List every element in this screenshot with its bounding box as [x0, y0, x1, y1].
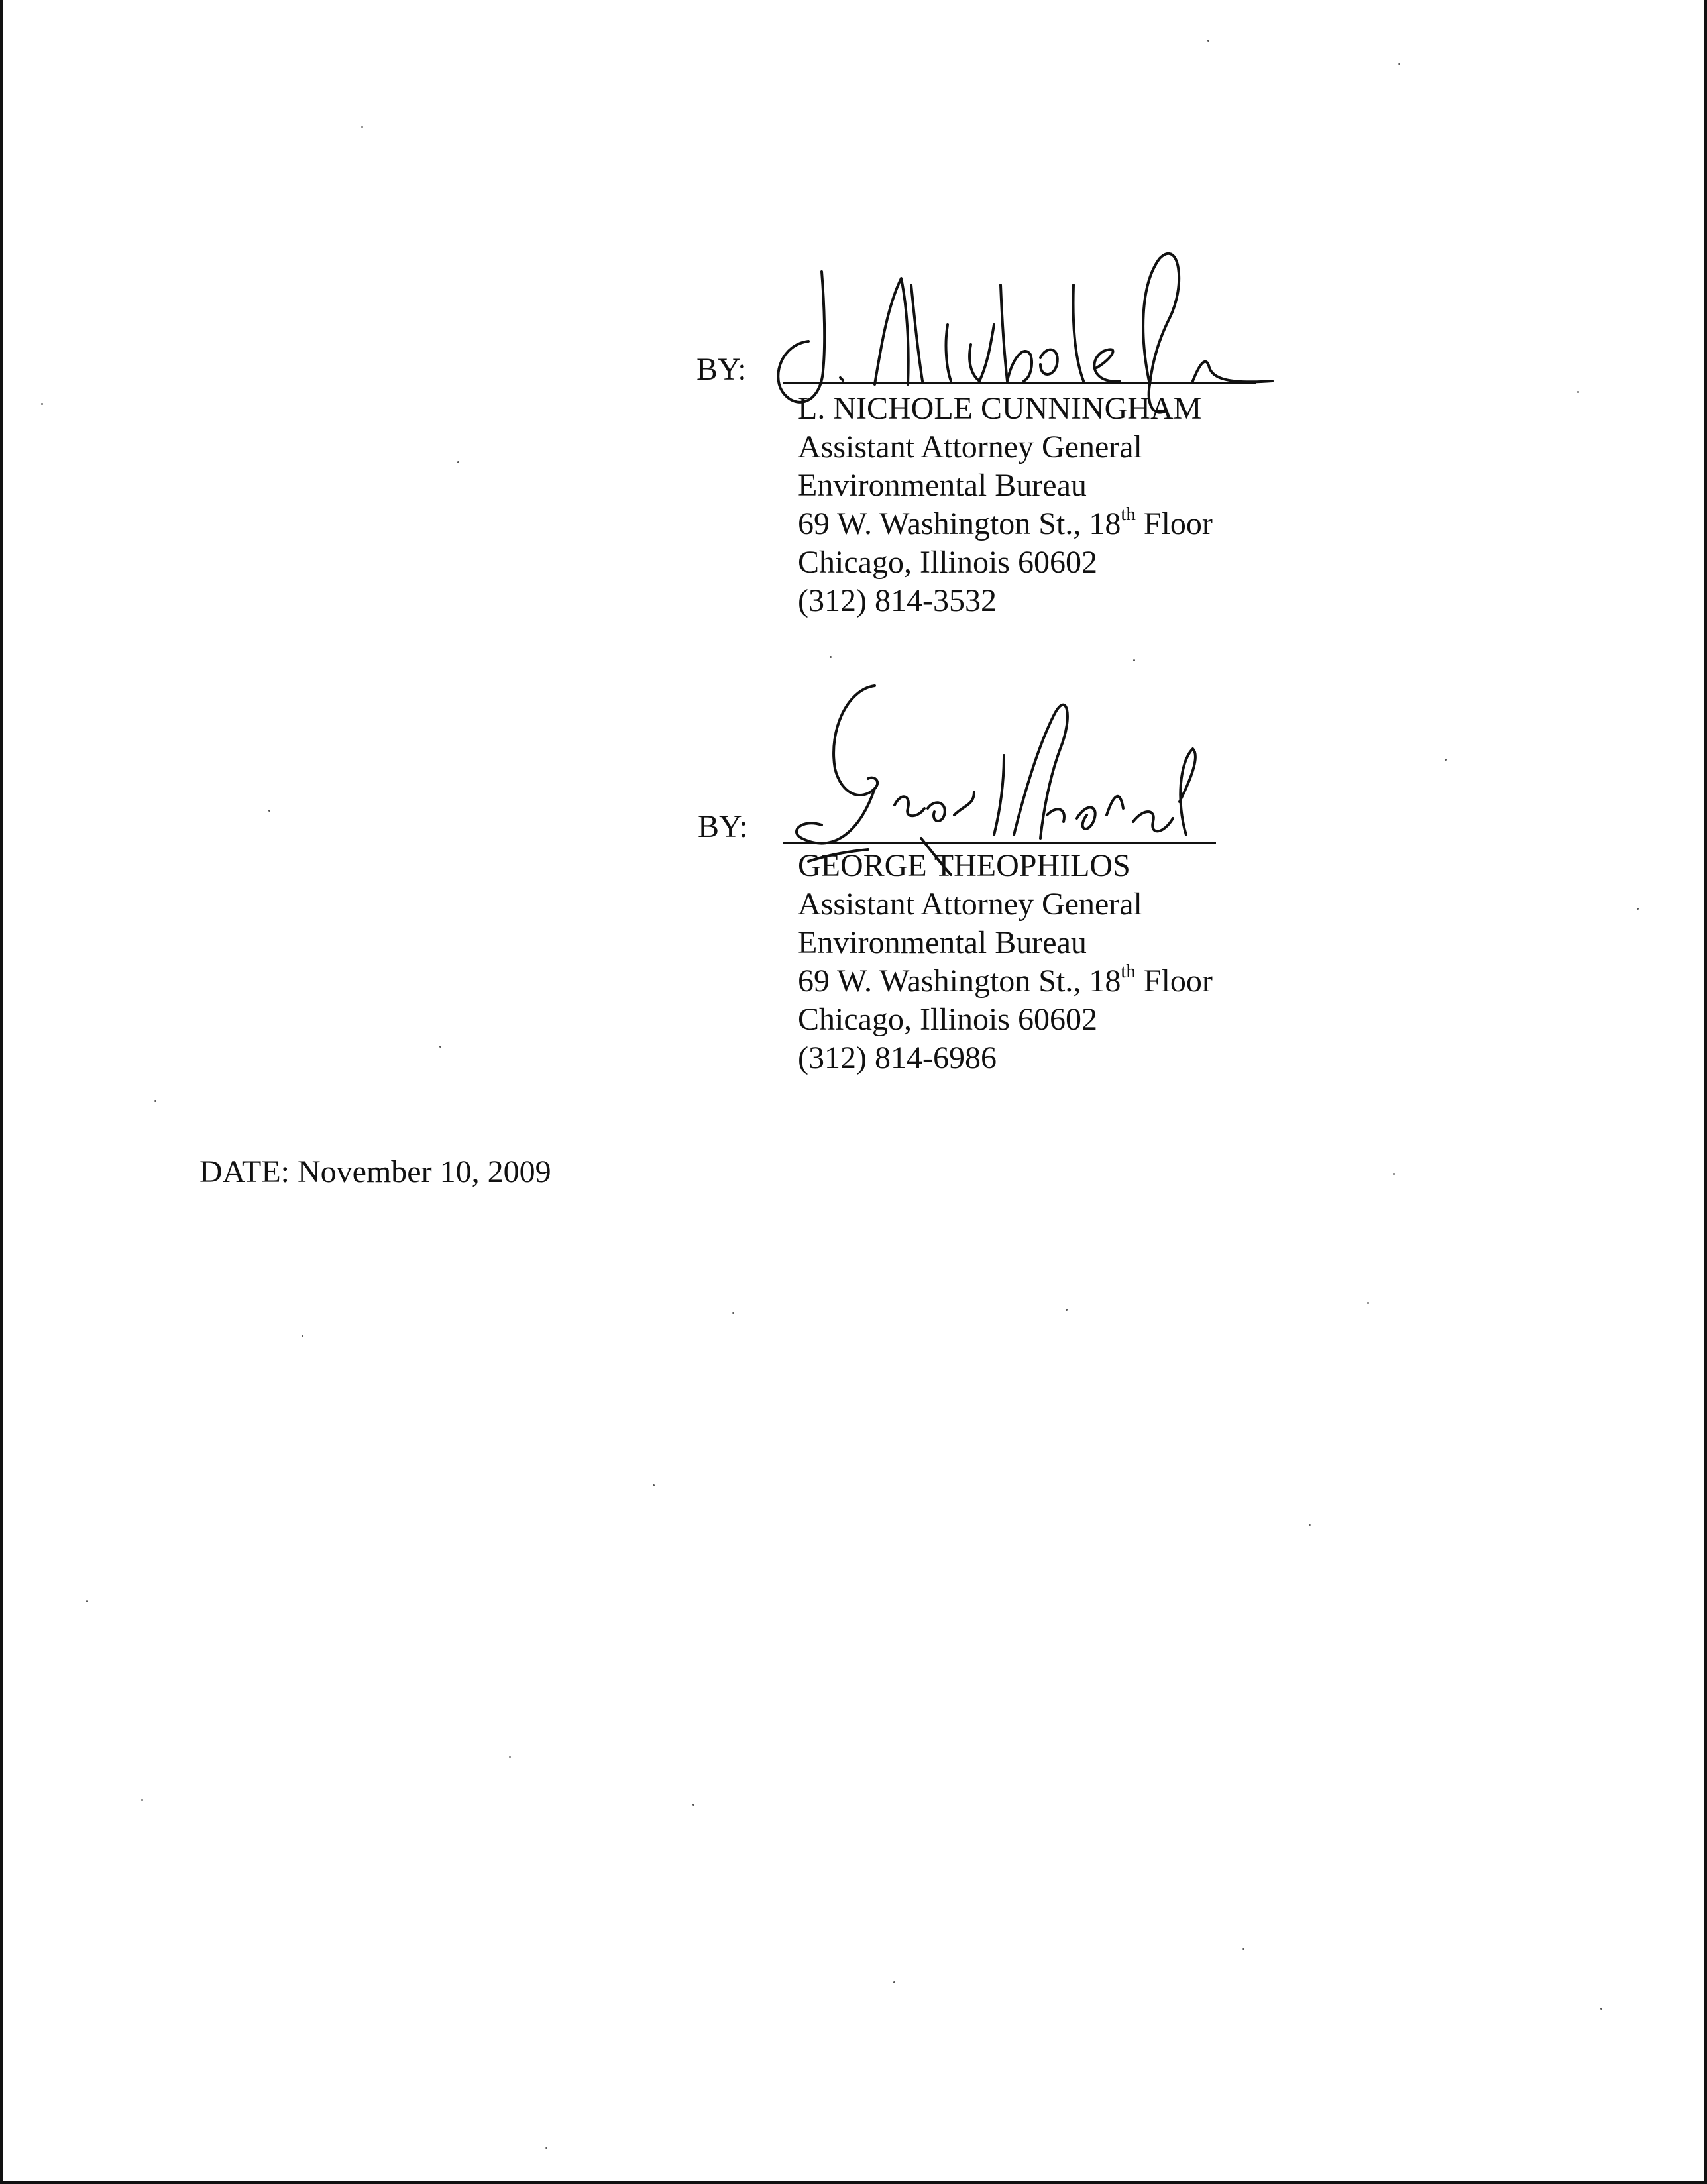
- scan-speck: [1577, 391, 1579, 393]
- address-floor-1: Floor: [1135, 506, 1213, 541]
- scan-speck: [141, 1799, 143, 1801]
- scan-speck: [1207, 40, 1209, 42]
- page-border-bottom: [0, 2181, 1707, 2184]
- by-label-2: BY:: [698, 809, 748, 844]
- scan-speck: [1393, 1173, 1395, 1175]
- signatory-bureau-1: Environmental Bureau: [798, 468, 1087, 503]
- scan-speck: [457, 461, 459, 463]
- handwritten-signature-2: [775, 676, 1213, 875]
- scan-speck: [893, 1981, 895, 1983]
- scan-speck: [1445, 759, 1447, 761]
- scan-speck: [41, 403, 43, 405]
- signatory-title-1: Assistant Attorney General: [798, 429, 1142, 464]
- signatory-block-2: [798, 847, 1213, 1077]
- scan-speck: [1367, 1302, 1369, 1304]
- page-border-left: [0, 0, 3, 2184]
- scan-speck: [830, 656, 832, 658]
- signatory-phone-1: (312) 814-3532: [798, 583, 997, 618]
- scan-speck: [439, 1046, 441, 1048]
- scan-speck: [268, 810, 270, 812]
- scan-speck: [1309, 1524, 1311, 1526]
- signatory-title-2: Assistant Attorney General: [798, 887, 1142, 922]
- address-street-1: 69 W. Washington St., 18: [798, 506, 1121, 541]
- page-border-right: [1704, 0, 1707, 2184]
- scan-speck: [1398, 63, 1400, 65]
- scan-speck: [509, 1756, 511, 1758]
- by-label-1: BY:: [696, 352, 747, 387]
- signatory-bureau-2: Environmental Bureau: [798, 925, 1087, 960]
- scan-speck: [361, 126, 363, 128]
- signatory-phone-2: (312) 814-6986: [798, 1040, 997, 1075]
- address-ordinal-2: th: [1121, 961, 1136, 982]
- scan-speck: [1133, 659, 1135, 661]
- scan-speck: [302, 1335, 303, 1337]
- scan-speck: [545, 2147, 547, 2149]
- scan-speck: [1600, 2008, 1602, 2010]
- signatory-address-2: [798, 962, 1213, 1001]
- date-line: DATE: November 10, 2009: [199, 1154, 551, 1189]
- scan-speck: [692, 1804, 694, 1806]
- scan-speck: [1242, 1948, 1244, 1950]
- signatory-block-1: [798, 390, 1213, 620]
- address-street-2: 69 W. Washington St., 18: [798, 963, 1121, 999]
- signatory-name-2: GEORGE THEOPHILOS: [798, 848, 1130, 883]
- scan-speck: [154, 1100, 156, 1102]
- scan-speck: [732, 1312, 734, 1314]
- signatory-city-2: Chicago, Illinois 60602: [798, 1002, 1097, 1037]
- scan-speck: [86, 1600, 88, 1602]
- scan-speck: [1066, 1309, 1068, 1311]
- address-ordinal-1: th: [1121, 504, 1136, 525]
- address-floor-2: Floor: [1135, 963, 1213, 999]
- scan-speck: [653, 1484, 655, 1486]
- signatory-address-1: [798, 505, 1213, 543]
- signatory-name-1: L. NICHOLE CUNNINGHAM: [798, 391, 1202, 426]
- scan-speck: [1637, 908, 1639, 910]
- signatory-city-1: Chicago, Illinois 60602: [798, 545, 1097, 580]
